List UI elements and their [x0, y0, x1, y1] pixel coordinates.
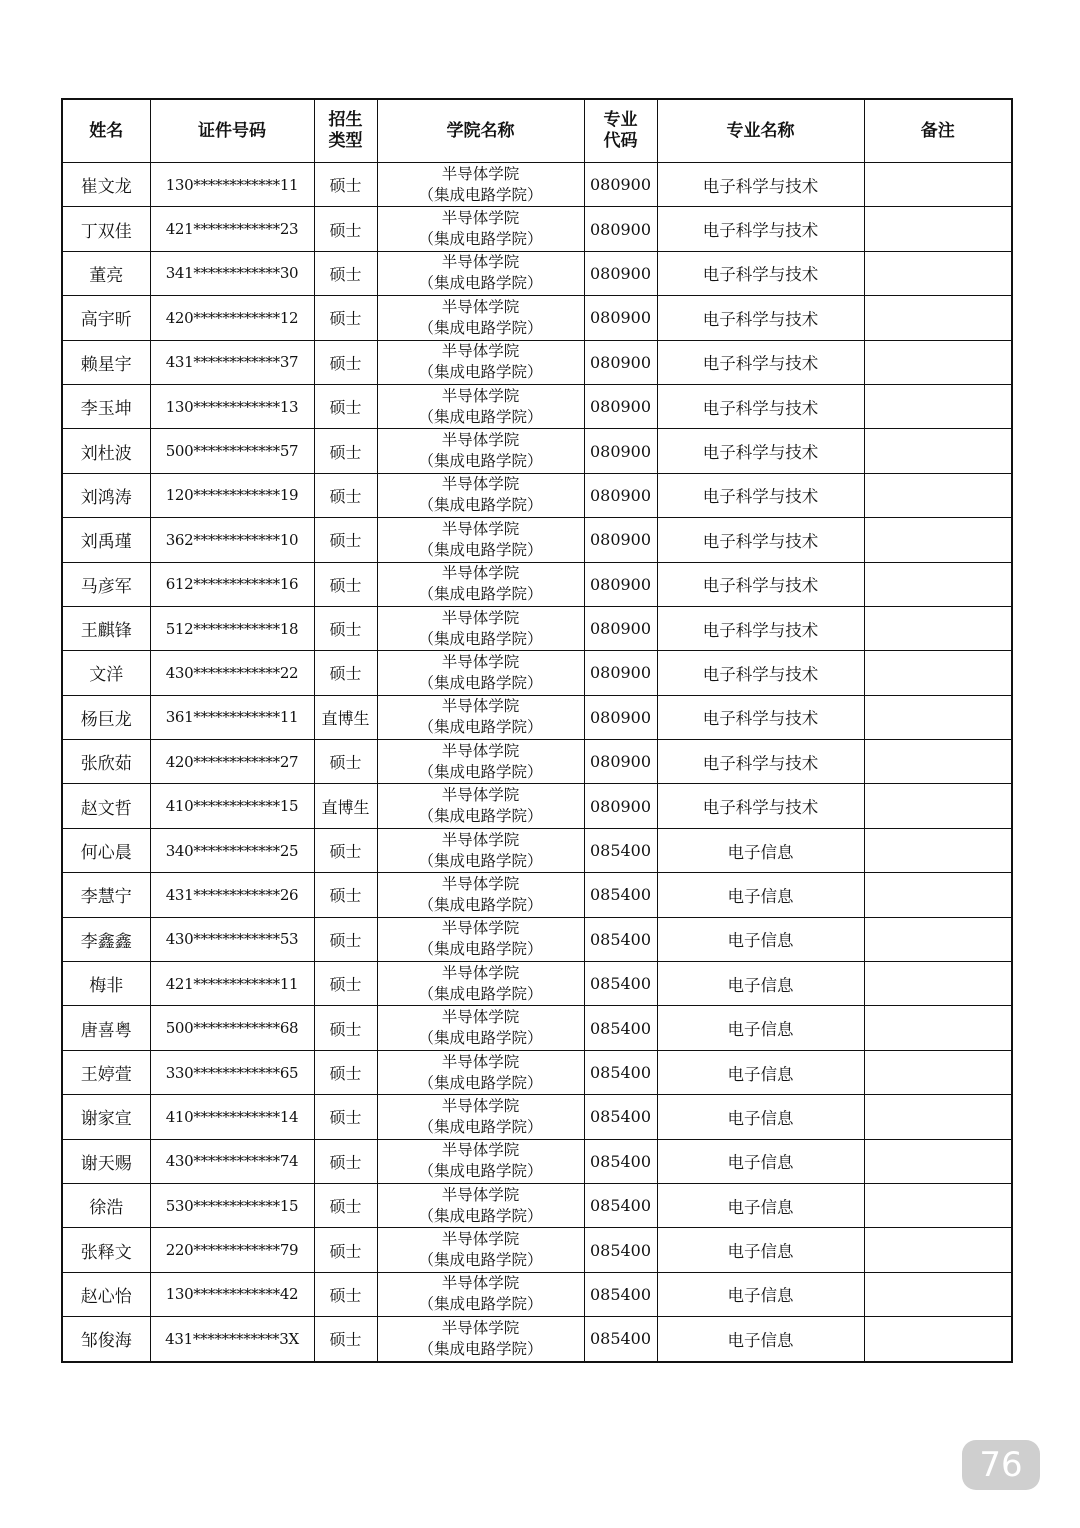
enrollment-type-cell: 硕士	[314, 740, 377, 784]
enrollment-type-cell: 硕士	[314, 1272, 377, 1316]
college-name-line1: 半导体学院	[441, 1230, 520, 1249]
major-name-cell: 电子科学与技术	[657, 784, 864, 828]
id-number-cell: 361************11	[150, 695, 314, 739]
college-name-line2: （集成电路学院）	[418, 230, 543, 249]
header-note: 备注	[864, 99, 1012, 163]
college-name-line2: （集成电路学院）	[418, 1295, 543, 1314]
enrollment-type-cell: 硕士	[314, 873, 377, 917]
college-name-line1: 半导体学院	[441, 297, 520, 316]
table-row	[62, 1272, 1012, 1316]
college-name-line1: 半导体学院	[441, 564, 520, 583]
enrollment-type-cell: 硕士	[314, 296, 377, 340]
major-name-cell: 电子科学与技术	[657, 251, 864, 295]
student-name-cell: 董亮	[62, 251, 150, 295]
note-cell	[864, 251, 1012, 295]
college-name-cell	[377, 962, 584, 1006]
major-name-cell: 电子科学与技术	[657, 340, 864, 384]
table-row	[62, 473, 1012, 517]
college-name-cell	[377, 1095, 584, 1139]
student-name-cell: 张释文	[62, 1228, 150, 1272]
enrollment-type-cell: 硕士	[314, 562, 377, 606]
note-cell	[864, 873, 1012, 917]
note-cell	[864, 1228, 1012, 1272]
college-name-line2: （集成电路学院）	[418, 807, 543, 826]
college-name-cell	[377, 917, 584, 961]
id-number-cell: 500************68	[150, 1006, 314, 1050]
enrollment-type-cell: 硕士	[314, 651, 377, 695]
major-name-cell: 电子信息	[657, 917, 864, 961]
college-name-cell	[377, 606, 584, 650]
enrollment-type-cell: 硕士	[314, 163, 377, 207]
college-name-line1: 半导体学院	[441, 164, 520, 183]
college-name-line2: （集成电路学院）	[418, 1251, 543, 1270]
table-row	[62, 518, 1012, 562]
major-code-cell: 085400	[584, 1317, 657, 1362]
college-name-line2: （集成电路学院）	[418, 540, 543, 559]
college-name-cell	[377, 784, 584, 828]
id-number-cell: 130************11	[150, 163, 314, 207]
major-code-cell: 085400	[584, 962, 657, 1006]
student-name-cell: 谢家宣	[62, 1095, 150, 1139]
college-name-line2: （集成电路学院）	[418, 407, 543, 426]
major-name-cell: 电子信息	[657, 828, 864, 872]
enrollment-type-cell: 直博生	[314, 784, 377, 828]
major-name-cell: 电子科学与技术	[657, 163, 864, 207]
note-cell	[864, 1272, 1012, 1316]
college-name-line1: 半导体学院	[441, 963, 520, 982]
college-name-line2: （集成电路学院）	[418, 629, 543, 648]
note-cell	[864, 1139, 1012, 1183]
major-name-cell: 电子科学与技术	[657, 429, 864, 473]
id-number-cell: 421************23	[150, 207, 314, 251]
major-name-cell: 电子信息	[657, 1183, 864, 1227]
college-name-cell	[377, 340, 584, 384]
enrollment-type-cell: 硕士	[314, 251, 377, 295]
student-name-cell: 李鑫鑫	[62, 917, 150, 961]
college-name-cell	[377, 473, 584, 517]
table-row	[62, 695, 1012, 739]
student-name-cell: 李玉坤	[62, 384, 150, 428]
enrollment-type-cell: 硕士	[314, 1228, 377, 1272]
major-code-cell: 080900	[584, 296, 657, 340]
enrollment-type-cell: 硕士	[314, 518, 377, 562]
header-major: 专业名称	[657, 99, 864, 163]
id-number-cell: 430************53	[150, 917, 314, 961]
header-code-line1: 专业	[603, 110, 638, 130]
college-name-line1: 半导体学院	[441, 1096, 520, 1115]
table-row	[62, 1228, 1012, 1272]
id-number-cell: 410************14	[150, 1095, 314, 1139]
enrollment-type-cell: 硕士	[314, 207, 377, 251]
table-row	[62, 1317, 1012, 1362]
major-code-cell: 085400	[584, 1272, 657, 1316]
major-name-cell: 电子科学与技术	[657, 384, 864, 428]
enrollment-type-cell: 硕士	[314, 1006, 377, 1050]
id-number-cell: 420************27	[150, 740, 314, 784]
student-name-cell: 王婷萱	[62, 1050, 150, 1094]
note-cell	[864, 384, 1012, 428]
student-name-cell: 文洋	[62, 651, 150, 695]
college-name-line2: （集成电路学院）	[418, 984, 543, 1003]
table-row	[62, 163, 1012, 207]
id-number-cell: 430************74	[150, 1139, 314, 1183]
note-cell	[864, 606, 1012, 650]
major-code-cell: 080900	[584, 562, 657, 606]
id-number-cell: 362************10	[150, 518, 314, 562]
college-name-cell	[377, 251, 584, 295]
id-number-cell: 130************13	[150, 384, 314, 428]
enrollment-type-cell: 硕士	[314, 384, 377, 428]
note-cell	[864, 429, 1012, 473]
college-name-cell	[377, 740, 584, 784]
college-name-line1: 半导体学院	[441, 1008, 520, 1027]
enrollment-type-cell: 硕士	[314, 429, 377, 473]
major-code-cell: 085400	[584, 1050, 657, 1094]
student-name-cell: 邹俊海	[62, 1317, 150, 1362]
student-name-cell: 刘鸿涛	[62, 473, 150, 517]
student-name-cell: 马彦军	[62, 562, 150, 606]
major-name-cell: 电子科学与技术	[657, 740, 864, 784]
college-name-cell	[377, 873, 584, 917]
college-name-cell	[377, 1006, 584, 1050]
id-number-cell: 500************57	[150, 429, 314, 473]
college-name-line1: 半导体学院	[441, 431, 520, 450]
table-body	[62, 163, 1012, 1362]
major-code-cell: 080900	[584, 651, 657, 695]
college-name-cell	[377, 1139, 584, 1183]
college-name-line1: 半导体学院	[441, 830, 520, 849]
major-name-cell: 电子信息	[657, 1006, 864, 1050]
table-row	[62, 962, 1012, 1006]
table-row	[62, 1050, 1012, 1094]
note-cell	[864, 1317, 1012, 1362]
table-row	[62, 207, 1012, 251]
college-name-cell	[377, 1183, 584, 1227]
major-code-cell: 085400	[584, 1183, 657, 1227]
student-name-cell: 赵文哲	[62, 784, 150, 828]
enrollment-type-cell: 硕士	[314, 1183, 377, 1227]
header-college: 学院名称	[377, 99, 584, 163]
college-name-cell	[377, 1317, 584, 1362]
enrollment-type-cell: 硕士	[314, 473, 377, 517]
table-row	[62, 651, 1012, 695]
note-cell	[864, 1050, 1012, 1094]
admission-list-table	[61, 98, 1013, 1363]
major-code-cell: 085400	[584, 917, 657, 961]
enrollment-type-cell: 硕士	[314, 962, 377, 1006]
enrollment-type-cell: 硕士	[314, 1317, 377, 1362]
college-name-line2: （集成电路学院）	[418, 851, 543, 870]
table-header	[62, 99, 1012, 163]
enrollment-type-cell: 硕士	[314, 606, 377, 650]
note-cell	[864, 1183, 1012, 1227]
college-name-line1: 半导体学院	[441, 697, 520, 716]
college-name-line2: （集成电路学院）	[418, 718, 543, 737]
major-name-cell: 电子信息	[657, 1095, 864, 1139]
major-code-cell: 080900	[584, 784, 657, 828]
college-name-line2: （集成电路学院）	[418, 363, 543, 382]
college-name-line2: （集成电路学院）	[418, 1029, 543, 1048]
id-number-cell: 340************25	[150, 828, 314, 872]
major-code-cell: 085400	[584, 1228, 657, 1272]
enrollment-type-cell: 硕士	[314, 1095, 377, 1139]
id-number-cell: 341************30	[150, 251, 314, 295]
college-name-cell	[377, 518, 584, 562]
college-name-line1: 半导体学院	[441, 786, 520, 805]
id-number-cell: 512************18	[150, 606, 314, 650]
college-name-line1: 半导体学院	[441, 209, 520, 228]
college-name-line2: （集成电路学院）	[418, 895, 543, 914]
admission-list-table-wrapper	[61, 98, 1013, 1363]
college-name-line2: （集成电路学院）	[418, 452, 543, 471]
college-name-line2: （集成电路学院）	[418, 1117, 543, 1136]
enrollment-type-cell: 硕士	[314, 917, 377, 961]
college-name-line2: （集成电路学院）	[418, 1339, 543, 1358]
student-name-cell: 刘禹瑾	[62, 518, 150, 562]
student-name-cell: 赵心怡	[62, 1272, 150, 1316]
major-code-cell: 085400	[584, 1139, 657, 1183]
enrollment-type-cell: 硕士	[314, 340, 377, 384]
student-name-cell: 杨巨龙	[62, 695, 150, 739]
table-row	[62, 251, 1012, 295]
major-code-cell: 080900	[584, 251, 657, 295]
note-cell	[864, 296, 1012, 340]
college-name-line2: （集成电路学院）	[418, 496, 543, 515]
note-cell	[864, 340, 1012, 384]
college-name-cell	[377, 1228, 584, 1272]
major-code-cell: 085400	[584, 873, 657, 917]
college-name-cell	[377, 429, 584, 473]
note-cell	[864, 518, 1012, 562]
note-cell	[864, 784, 1012, 828]
id-number-cell: 330************65	[150, 1050, 314, 1094]
table-row	[62, 562, 1012, 606]
college-name-line2: （集成电路学院）	[418, 940, 543, 959]
table-row	[62, 606, 1012, 650]
college-name-line1: 半导体学院	[441, 874, 520, 893]
college-name-cell	[377, 163, 584, 207]
college-name-line1: 半导体学院	[441, 386, 520, 405]
major-name-cell: 电子信息	[657, 1228, 864, 1272]
header-code-line2: 代码	[603, 131, 638, 151]
major-code-cell: 085400	[584, 828, 657, 872]
note-cell	[864, 917, 1012, 961]
header-type-line1: 招生	[328, 110, 363, 130]
major-code-cell: 080900	[584, 340, 657, 384]
note-cell	[864, 962, 1012, 1006]
major-code-cell: 080900	[584, 384, 657, 428]
college-name-line2: （集成电路学院）	[418, 673, 543, 692]
note-cell	[864, 163, 1012, 207]
student-name-cell: 何心晨	[62, 828, 150, 872]
enrollment-type-cell: 硕士	[314, 828, 377, 872]
id-number-cell: 431************37	[150, 340, 314, 384]
student-name-cell: 丁双佳	[62, 207, 150, 251]
table-row	[62, 384, 1012, 428]
college-name-line2: （集成电路学院）	[418, 185, 543, 204]
student-name-cell: 谢天赐	[62, 1139, 150, 1183]
college-name-line1: 半导体学院	[441, 1318, 520, 1337]
id-number-cell: 421************11	[150, 962, 314, 1006]
table-row	[62, 1006, 1012, 1050]
note-cell	[864, 651, 1012, 695]
header-id: 证件号码	[150, 99, 314, 163]
id-number-cell: 120************19	[150, 473, 314, 517]
major-name-cell: 电子信息	[657, 1317, 864, 1362]
major-name-cell: 电子科学与技术	[657, 695, 864, 739]
table-row	[62, 740, 1012, 784]
major-name-cell: 电子科学与技术	[657, 606, 864, 650]
major-name-cell: 电子科学与技术	[657, 296, 864, 340]
note-cell	[864, 473, 1012, 517]
student-name-cell: 李慧宁	[62, 873, 150, 917]
header-code	[584, 99, 657, 163]
student-name-cell: 梅非	[62, 962, 150, 1006]
college-name-cell	[377, 651, 584, 695]
header-type-line2: 类型	[328, 131, 363, 151]
college-name-cell	[377, 207, 584, 251]
college-name-line1: 半导体学院	[441, 253, 520, 272]
college-name-cell	[377, 695, 584, 739]
college-name-line2: （集成电路学院）	[418, 585, 543, 604]
major-code-cell: 080900	[584, 163, 657, 207]
note-cell	[864, 1095, 1012, 1139]
id-number-cell: 130************42	[150, 1272, 314, 1316]
page-number-badge: 76	[962, 1440, 1040, 1490]
major-name-cell: 电子信息	[657, 1139, 864, 1183]
note-cell	[864, 828, 1012, 872]
table-row	[62, 784, 1012, 828]
major-name-cell: 电子信息	[657, 962, 864, 1006]
major-name-cell: 电子信息	[657, 1272, 864, 1316]
college-name-line1: 半导体学院	[441, 1274, 520, 1293]
college-name-cell	[377, 384, 584, 428]
id-number-cell: 410************15	[150, 784, 314, 828]
table-row	[62, 873, 1012, 917]
college-name-line1: 半导体学院	[441, 1052, 520, 1071]
college-name-line2: （集成电路学院）	[418, 318, 543, 337]
id-number-cell: 431************26	[150, 873, 314, 917]
note-cell	[864, 207, 1012, 251]
major-name-cell: 电子信息	[657, 873, 864, 917]
enrollment-type-cell: 直博生	[314, 695, 377, 739]
note-cell	[864, 695, 1012, 739]
student-name-cell: 崔文龙	[62, 163, 150, 207]
id-number-cell: 431************3X	[150, 1317, 314, 1362]
college-name-line2: （集成电路学院）	[418, 1073, 543, 1092]
id-number-cell: 420************12	[150, 296, 314, 340]
major-name-cell: 电子信息	[657, 1050, 864, 1094]
student-name-cell: 徐浩	[62, 1183, 150, 1227]
major-name-cell: 电子科学与技术	[657, 207, 864, 251]
college-name-line2: （集成电路学院）	[418, 762, 543, 781]
college-name-line1: 半导体学院	[441, 519, 520, 538]
table-row	[62, 1095, 1012, 1139]
major-code-cell: 080900	[584, 429, 657, 473]
college-name-line1: 半导体学院	[441, 652, 520, 671]
college-name-cell	[377, 562, 584, 606]
id-number-cell: 220************79	[150, 1228, 314, 1272]
id-number-cell: 430************22	[150, 651, 314, 695]
major-name-cell: 电子科学与技术	[657, 473, 864, 517]
table-row	[62, 828, 1012, 872]
major-name-cell: 电子科学与技术	[657, 562, 864, 606]
college-name-cell	[377, 828, 584, 872]
major-code-cell: 080900	[584, 740, 657, 784]
major-code-cell: 080900	[584, 207, 657, 251]
header-name: 姓名	[62, 99, 150, 163]
college-name-line1: 半导体学院	[441, 342, 520, 361]
table-row	[62, 917, 1012, 961]
table-row	[62, 1139, 1012, 1183]
major-name-cell: 电子科学与技术	[657, 518, 864, 562]
table-row	[62, 1183, 1012, 1227]
student-name-cell: 唐喜粤	[62, 1006, 150, 1050]
college-name-line2: （集成电路学院）	[418, 1162, 543, 1181]
college-name-cell	[377, 1050, 584, 1094]
college-name-line1: 半导体学院	[441, 475, 520, 494]
note-cell	[864, 1006, 1012, 1050]
id-number-cell: 612************16	[150, 562, 314, 606]
header-row	[62, 99, 1012, 163]
enrollment-type-cell: 硕士	[314, 1139, 377, 1183]
student-name-cell: 刘杜波	[62, 429, 150, 473]
header-type	[314, 99, 377, 163]
note-cell	[864, 562, 1012, 606]
student-name-cell: 张欣茹	[62, 740, 150, 784]
college-name-cell	[377, 1272, 584, 1316]
major-code-cell: 080900	[584, 606, 657, 650]
college-name-line2: （集成电路学院）	[418, 1206, 543, 1225]
college-name-line1: 半导体学院	[441, 741, 520, 760]
college-name-cell	[377, 296, 584, 340]
table-row	[62, 340, 1012, 384]
enrollment-type-cell: 硕士	[314, 1050, 377, 1094]
major-code-cell: 080900	[584, 695, 657, 739]
major-code-cell: 080900	[584, 473, 657, 517]
college-name-line1: 半导体学院	[441, 608, 520, 627]
major-code-cell: 085400	[584, 1006, 657, 1050]
college-name-line1: 半导体学院	[441, 919, 520, 938]
student-name-cell: 王麒锋	[62, 606, 150, 650]
table-row	[62, 296, 1012, 340]
college-name-line1: 半导体学院	[441, 1185, 520, 1204]
major-code-cell: 085400	[584, 1095, 657, 1139]
college-name-line1: 半导体学院	[441, 1141, 520, 1160]
note-cell	[864, 740, 1012, 784]
college-name-line2: （集成电路学院）	[418, 274, 543, 293]
table-row	[62, 429, 1012, 473]
major-name-cell: 电子科学与技术	[657, 651, 864, 695]
major-code-cell: 080900	[584, 518, 657, 562]
id-number-cell: 530************15	[150, 1183, 314, 1227]
student-name-cell: 高宇昕	[62, 296, 150, 340]
student-name-cell: 赖星宇	[62, 340, 150, 384]
